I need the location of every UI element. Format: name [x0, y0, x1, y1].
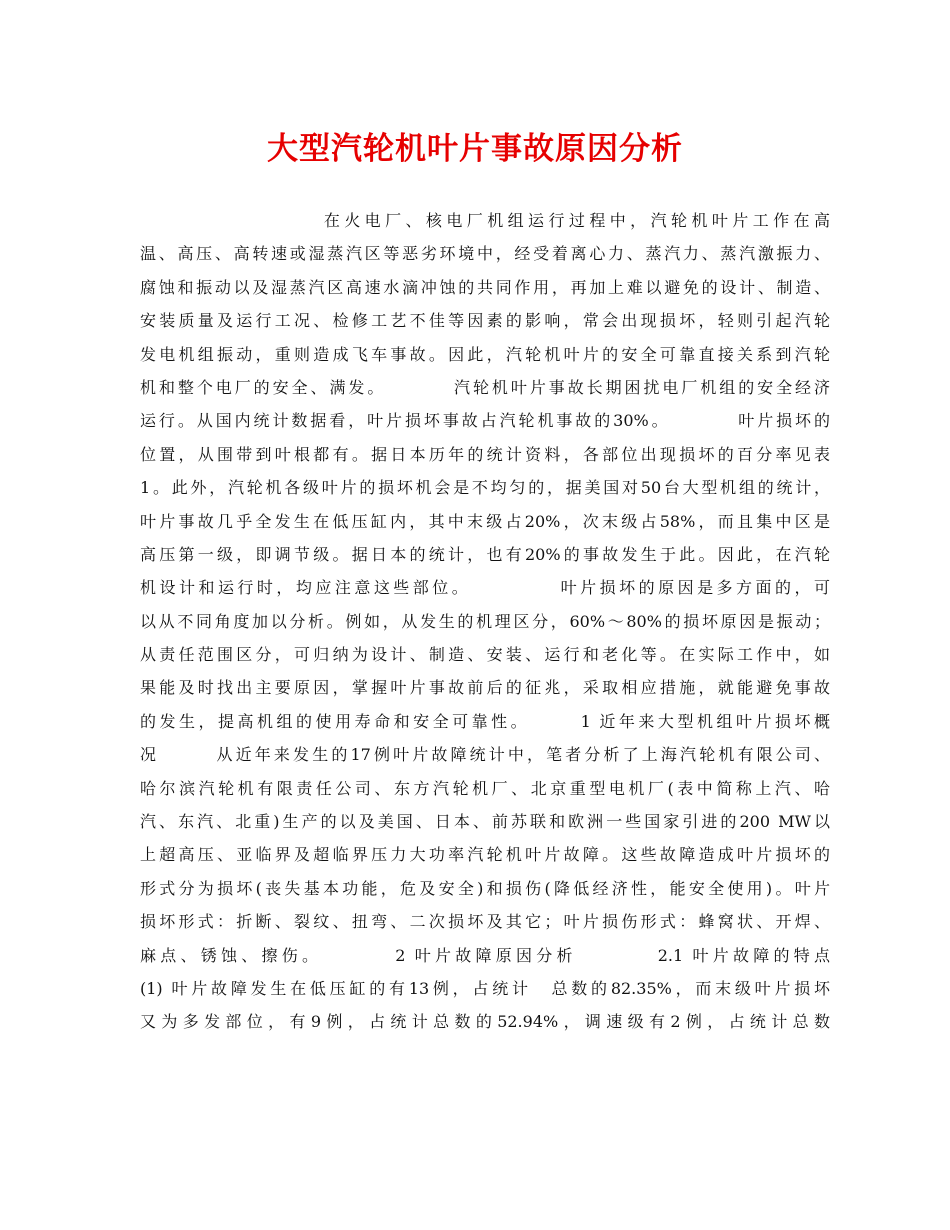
body-line: 麻点、锈蚀、擦伤。 2 叶片故障原因分析 2.1 叶片故障的特点 [140, 945, 830, 965]
body-line: 的发生，提高机组的使用寿命和安全可靠性。 1 近年来大型机组叶片损坏概 [140, 711, 830, 731]
document-title: 大型汽轮机叶片事故原因分析 [267, 131, 683, 167]
body-line: 发电机组振动，重则造成飞车事故。因此，汽轮机叶片的安全可靠直接关系到汽轮 [140, 344, 830, 364]
body-line: 哈尔滨汽轮机有限责任公司、东方汽轮机厂、北京重型电机厂(表中简称上汽、哈 [140, 778, 830, 798]
body-line: 以从不同角度加以分析。例如，从发生的机理区分，60%～80%的损坏原因是振动； [140, 611, 830, 631]
body-line: 安装质量及运行工况、检修工艺不佳等因素的影响，常会出现损坏，轻则引起汽轮 [140, 311, 830, 331]
body-line: 从责任范围区分，可归纳为设计、制造、安装、运行和老化等。在实际工作中，如 [140, 645, 830, 665]
body-line: 上超高压、亚临界及超临界压力大功率汽轮机叶片故障。这些故障造成叶片损坏的 [140, 845, 830, 865]
body-line: 叶片事故几乎全发生在低压缸内，其中末级占20%，次末级占58%，而且集中区是 [140, 511, 830, 531]
body-line: 汽、东汽、北重)生产的以及美国、日本、前苏联和欧洲一些国家引进的200 MW以 [140, 812, 830, 832]
document-body [140, 204, 830, 1039]
body-line: 腐蚀和振动以及湿蒸汽区高速水滴冲蚀的共同作用，再加上难以避免的设计、制造、 [140, 277, 830, 297]
body-line: 在火电厂、核电厂机组运行过程中，汽轮机叶片工作在高 [140, 211, 830, 230]
body-line: 又为多发部位，有9例，占统计总数的52.94%，调速级有2例，占统计总数 [140, 1012, 830, 1032]
body-line: 温、高压、高转速或湿蒸汽区等恶劣环境中，经受着离心力、蒸汽力、蒸汽激振力、 [140, 244, 830, 264]
body-line: 机设计和运行时，均应注意这些部位。 叶片损坏的原因是多方面的，可 [140, 578, 830, 598]
body-line: 机和整个电厂的安全、满发。 汽轮机叶片事故长期困扰电厂机组的安全经济 [140, 377, 830, 397]
body-line: 果能及时找出主要原因，掌握叶片事故前后的征兆，采取相应措施，就能避免事故 [140, 678, 830, 698]
body-line: 损坏形式：折断、裂纹、扭弯、二次损坏及其它；叶片损伤形式：蜂窝状、开焊、 [140, 912, 830, 932]
body-line: (1) 叶片故障发生在低压缸的有13例，占统计 总数的82.35%，而末级叶片损坏 [140, 978, 830, 998]
body-line: 高压第一级，即调节级。据日本的统计，也有20%的事故发生于此。因此，在汽轮 [140, 544, 830, 564]
body-line: 位置，从围带到叶根都有。据日本历年的统计资料，各部位出现损坏的百分率见表 [140, 444, 830, 464]
body-line: 况 从近年来发生的17例叶片故障统计中，笔者分析了上海汽轮机有限公司、 [140, 745, 830, 765]
body-line: 运行。从国内统计数据看，叶片损坏事故占汽轮机事故的30%。 叶片损坏的 [140, 411, 830, 431]
body-line: 形式分为损坏(丧失基本功能，危及安全)和损伤(降低经济性，能安全使用)。叶片 [140, 878, 830, 898]
body-line: 1。此外，汽轮机各级叶片的损坏机会是不均匀的，据美国对50台大型机组的统计， [140, 478, 830, 498]
